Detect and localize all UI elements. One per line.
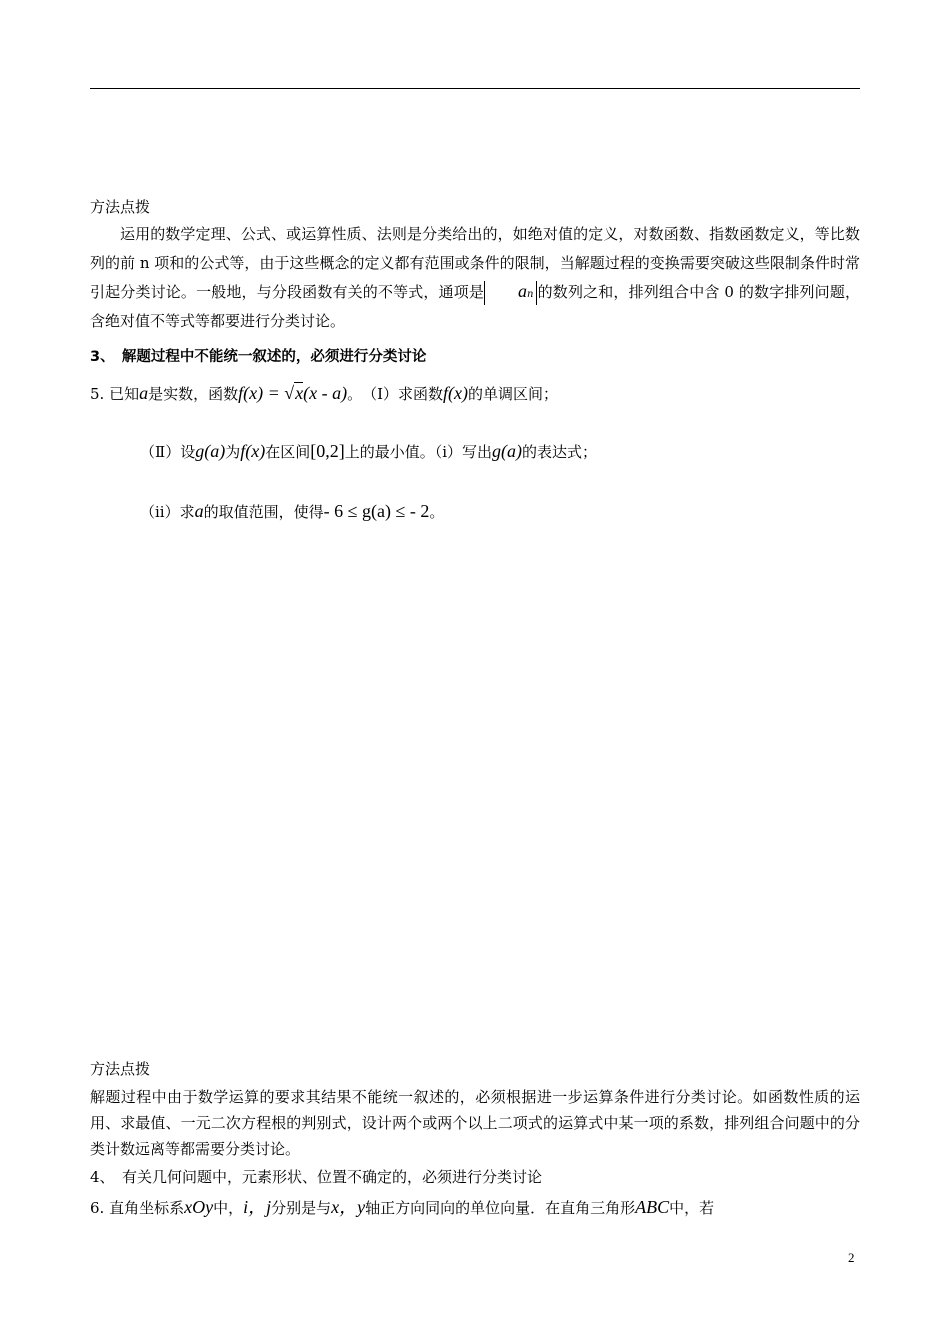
method-heading-2: 方法点拨 [90,1060,151,1078]
abs-an-expression: an [484,281,537,305]
question-5-line-2: （Ⅱ）设g(a)为f(x)在区间[0,2]上的最小值。（i）写出g(a)的表达式； [140,441,598,461]
question-5-line-1: 5. 已知a是实数，函数f(x) = √x(x - a)。 （Ⅰ）求函数f(x)的单调区间； [90,383,559,403]
header-rule [90,88,860,89]
method-heading-1: 方法点拨 [90,198,151,216]
method-paragraph-1: 运用的数学定理、公式、或运算性质、法则是分类给出的，如绝对值的定义，对数函数、指数函数定义，等比数列的前 n 项和的公式等，由于这些概念的定义都有范围或条件的限制，当解题过程的变换需要突破这些限制条件时常引起分类讨论。一般地，与分段函数有关的不等式，通项是 an 的数列之和，排列组合中含 0 的数字排列问题，含绝对值不等式等都要进行分类讨论。 [90,225,860,330]
question-5-line-3: （ii）求a的取值范围，使得- 6 ≤ g(a) ≤ - 2。 [140,501,445,521]
method-paragraph-2: 解题过程中由于数学运算的要求其结果不能统一叙述的，必须根据进一步运算条件进行分类讨论。如函数性质的运用、求最值、一元二次方程根的判别式，设计两个或两个以上二项式的运算式中某一项的系数，排列组合问题中的分类计数远离等都需要分类讨论。 [90,1088,860,1158]
question-6-line-1: 6. 直角坐标系xOy中，i，j分别是与x，y轴正方向同向的单位向量．在直角三角形ABC中，若 [90,1197,715,1217]
page-number: 2 [848,1250,855,1265]
section-4-heading: 4、 有关几何问题中，元素形状、位置不确定的，必须进行分类讨论 [90,1168,543,1186]
section-3-heading: 3、 解题过程中不能统一叙述的，必须进行分类讨论 [90,349,427,365]
